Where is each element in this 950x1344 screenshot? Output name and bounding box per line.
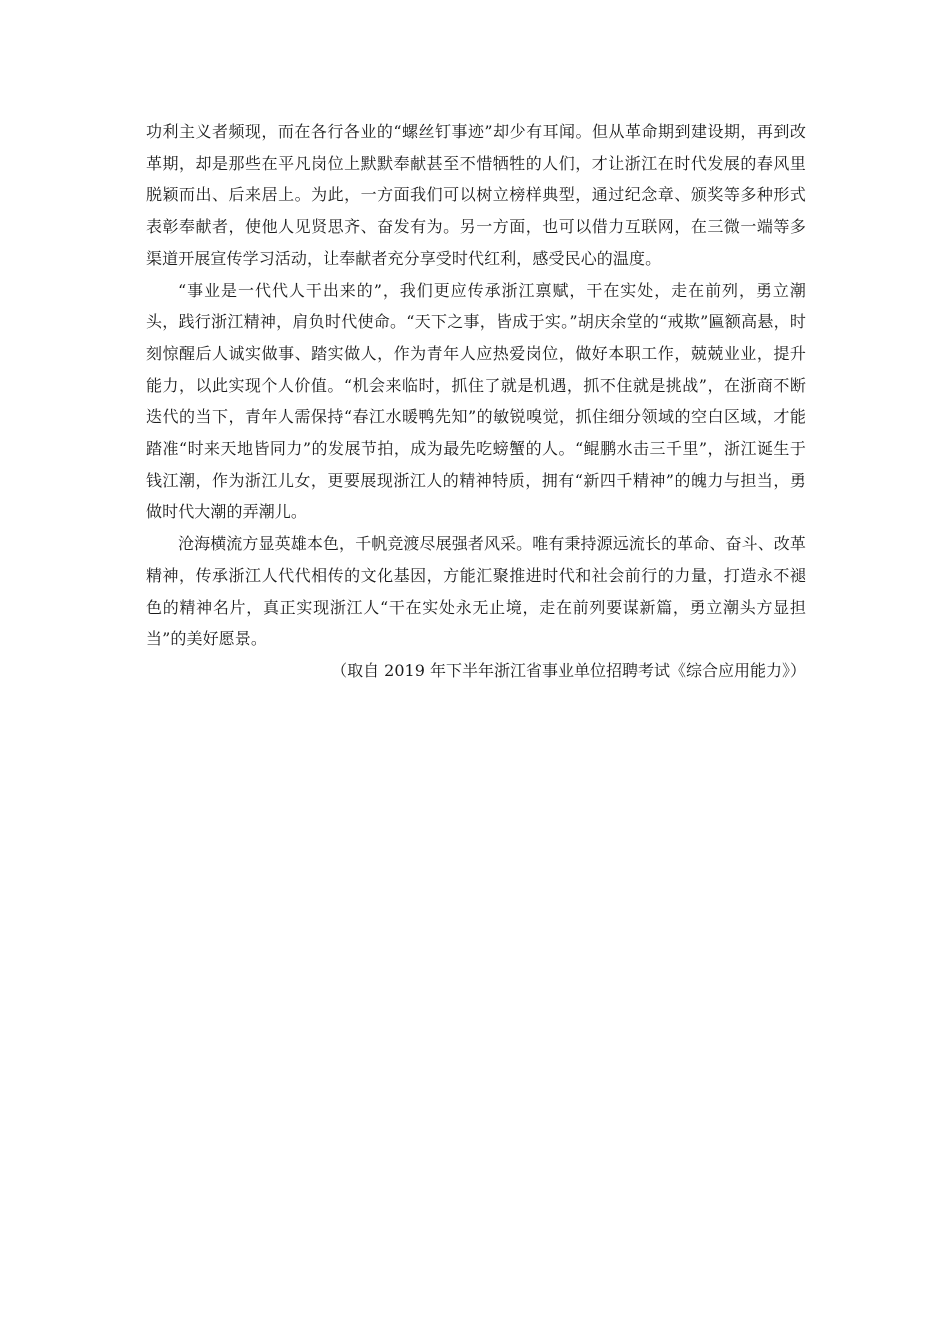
source-citation: （取自 2019 年下半年浙江省事业单位招聘考试《综合应用能力》） xyxy=(331,660,806,680)
document-page xyxy=(146,116,806,687)
paragraph-1: 功利主义者频现，而在各行各业的“螺丝钉事迹”却少有耳闻。但从革命期到建设期，再到改革期，却是那些在平凡岗位上默默奉献甚至不惜牺牲的人们，才让浙江在时代发展的春风里脱颖而出、后来居上。为此，一方面我们可以树立榜样典型，通过纪念章、颁奖等多种形式表彰奉献者，使他人见贤思齐、奋发有为。另一方面，也可以借力互联网，在三微一端等多渠道开展宣传学习活动，让奉献者充分享受时代红利，感受民心的温度。 xyxy=(146,122,806,268)
paragraph-2: “事业是一代代人干出来的”，我们更应传承浙江禀赋，干在实处，走在前列，勇立潮头，践行浙江精神，肩负时代使命。“天下之事，皆成于实。”胡庆余堂的“戒欺”匾额高悬，时刻惊醒后人诚实做事、踏实做人，作为青年人应热爱岗位，做好本职工作，兢兢业业，提升能力，以此实现个人价值。“机会来临时，抓住了就是机遇，抓不住就是挑战”，在浙商不断迭代的当下，青年人需保持“春江水暖鸭先知”的敏锐嗅觉，抓住细分领域的空白区域，才能踏准“时来天地皆同力”的发展节拍，成为最先吃螃蟹的人。“鲲鹏水击三千里”，浙江诞生于钱江潮，作为浙江儿女，更要展现浙江人的精神特质，拥有“新四千精神”的魄力与担当，勇做时代大潮的弄潮儿。 xyxy=(146,280,806,522)
paragraph-3: 沧海横流方显英雄本色，千帆竞渡尽展强者风采。唯有秉持源远流长的革命、奋斗、改革精神，传承浙江人代代相传的文化基因，方能汇聚推进时代和社会前行的力量，打造永不褪色的精神名片，真正实现浙江人“干在实处永无止境，走在前列要谋新篇，勇立潮头方显担当”的美好愿景。 xyxy=(146,534,806,649)
